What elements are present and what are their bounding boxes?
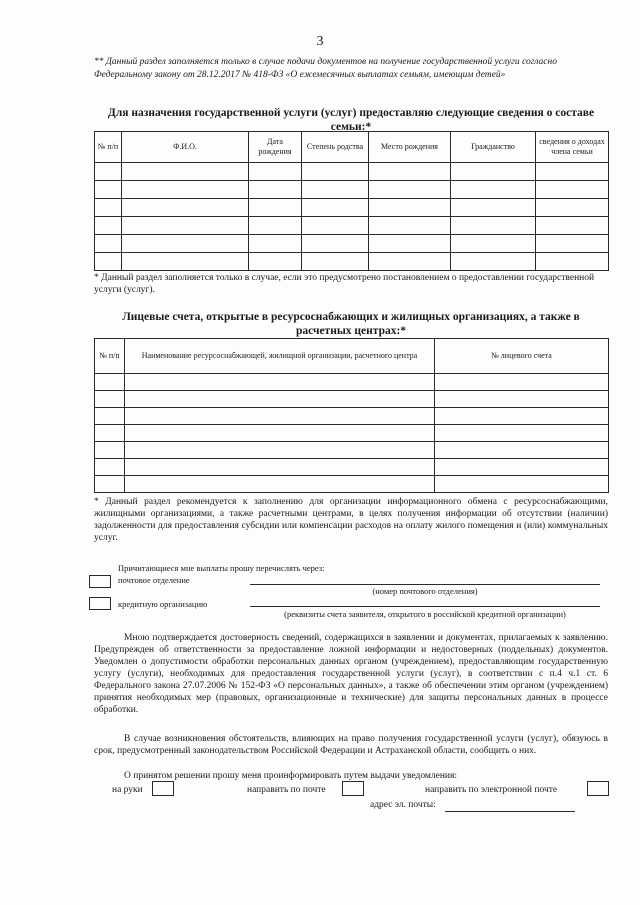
family-col-birthplace: Место рождения — [369, 132, 451, 163]
notification-intro: О принятом решении прошу меня проинформировать путем выдачи уведомления: — [124, 771, 458, 781]
table-row[interactable] — [95, 163, 609, 181]
table-row[interactable] — [95, 391, 609, 408]
family-col-name: Ф.И.О. — [122, 132, 249, 163]
table-row[interactable] — [95, 374, 609, 391]
email-label: адрес эл. почты: — [370, 800, 436, 810]
family-footnote: * Данный раздел заполняется только в случае, если это предусмотрено постановлением о предоставлении государственной услуги (услуг). — [94, 273, 595, 295]
bank-label: кредитную организацию — [118, 599, 208, 609]
accounts-col-number: № п/п — [95, 339, 125, 374]
family-table — [94, 131, 609, 271]
family-col-birthdate: Дата рождения — [249, 132, 302, 163]
family-col-income: сведения о доходах члена семьи — [536, 132, 609, 163]
accounts-col-organization: Наименование ресурсоснабжающей, жилищной организации, расчетного центра — [125, 339, 435, 374]
accounts-table — [94, 338, 609, 493]
table-row[interactable] — [95, 459, 609, 476]
family-col-relation: Степень родства — [302, 132, 369, 163]
table-row[interactable] — [95, 181, 609, 199]
table-row[interactable] — [95, 235, 609, 253]
table-row[interactable] — [95, 217, 609, 235]
table-row[interactable] — [95, 408, 609, 425]
family-col-number: № п/п — [95, 132, 122, 163]
family-table-header — [95, 132, 609, 163]
accounts-footnote: * Данный раздел рекомендуется к заполнению для организации информационного обмена с ресурсоснабжающими, жилищными организациями, а также расчетными центрами, в целях получения информации об отсутствии (наличии) задолженности для предоставления субсидии или компенсации расходов на оплату жилого помещения и (или) коммунальных услуг. — [94, 497, 608, 543]
by-post-checkbox[interactable] — [342, 781, 364, 796]
bank-caption: (реквизиты счета заявителя, открытого в российской кредитной организации) — [284, 609, 566, 619]
post-office-number-field[interactable] — [250, 583, 600, 585]
confirmation-text: Мною подтверждается достоверность сведений, содержащихся в заявлении и документах, прилагаемых к заявлению. Предупрежден об ответственности за предоставление ложной информации и недостоверных (поддельных) документов. Уведомлен о допустимости обработки персональных данных органом (учреждением), предоставляющим государственную услугу (услуги), необходимых для предоставления государственной услуги (услуг), в соответствии с п.4 ч.1 ст. 6 Федерального закона 27.07.2006 № 152-ФЗ «О персональных данных», а также об обеспечении этим органом (учреждением) принятия необходимых мер (правовых, организационные и технические) для защиты персональных данных в процессе обработки. — [94, 633, 608, 715]
accounts-col-account: № лицевого счета — [435, 339, 609, 374]
table-row[interactable] — [95, 253, 609, 271]
payment-intro: Причитающиеся мне выплаты прошу перечислять через: — [118, 563, 325, 573]
bank-details-field[interactable] — [250, 605, 600, 607]
family-col-citizenship: Гражданство — [451, 132, 536, 163]
post-office-caption: (номер почтового отделения) — [372, 586, 478, 596]
note-double-star: ** Данный раздел заполняется только в случае подачи документов на получение государственной услуги согласно Федеральному закону от 28.12.2017 № 418-ФЗ «О ежемесячных выплатах семьям, имеющим детей» — [94, 57, 557, 80]
table-row[interactable] — [95, 425, 609, 442]
table-row[interactable] — [95, 442, 609, 459]
post-office-label: почтовое отделение — [118, 575, 190, 585]
table-row[interactable] — [95, 476, 609, 493]
page-number: 3 — [316, 34, 324, 49]
by-post-label: направить по почте — [247, 785, 326, 795]
by-email-checkbox[interactable] — [587, 781, 609, 796]
post-office-checkbox[interactable] — [89, 575, 111, 588]
accounts-table-header — [95, 339, 609, 374]
family-section-title: Для назначения государственной услуги (услуг) предоставляю следующие сведения о составе семьи:* — [107, 107, 595, 133]
by-email-label: направить по электронной почте — [425, 785, 558, 795]
in-hand-checkbox[interactable] — [152, 781, 174, 796]
in-hand-label: на руки — [112, 785, 143, 795]
table-row[interactable] — [95, 199, 609, 217]
email-field[interactable] — [445, 810, 575, 812]
bank-checkbox[interactable] — [89, 597, 111, 610]
obligation-text: В случае возникновения обстоятельств, влияющих на право получения государственной услуги (услуг), обязуюсь в срок, предусмотренный законодательством Российской Федерации и Астраханской области, сообщить о них. — [94, 734, 608, 756]
accounts-section-title: Лицевые счета, открытые в ресурсоснабжающих и жилищных организациях, а также в расчетных центрах:* — [122, 311, 580, 337]
